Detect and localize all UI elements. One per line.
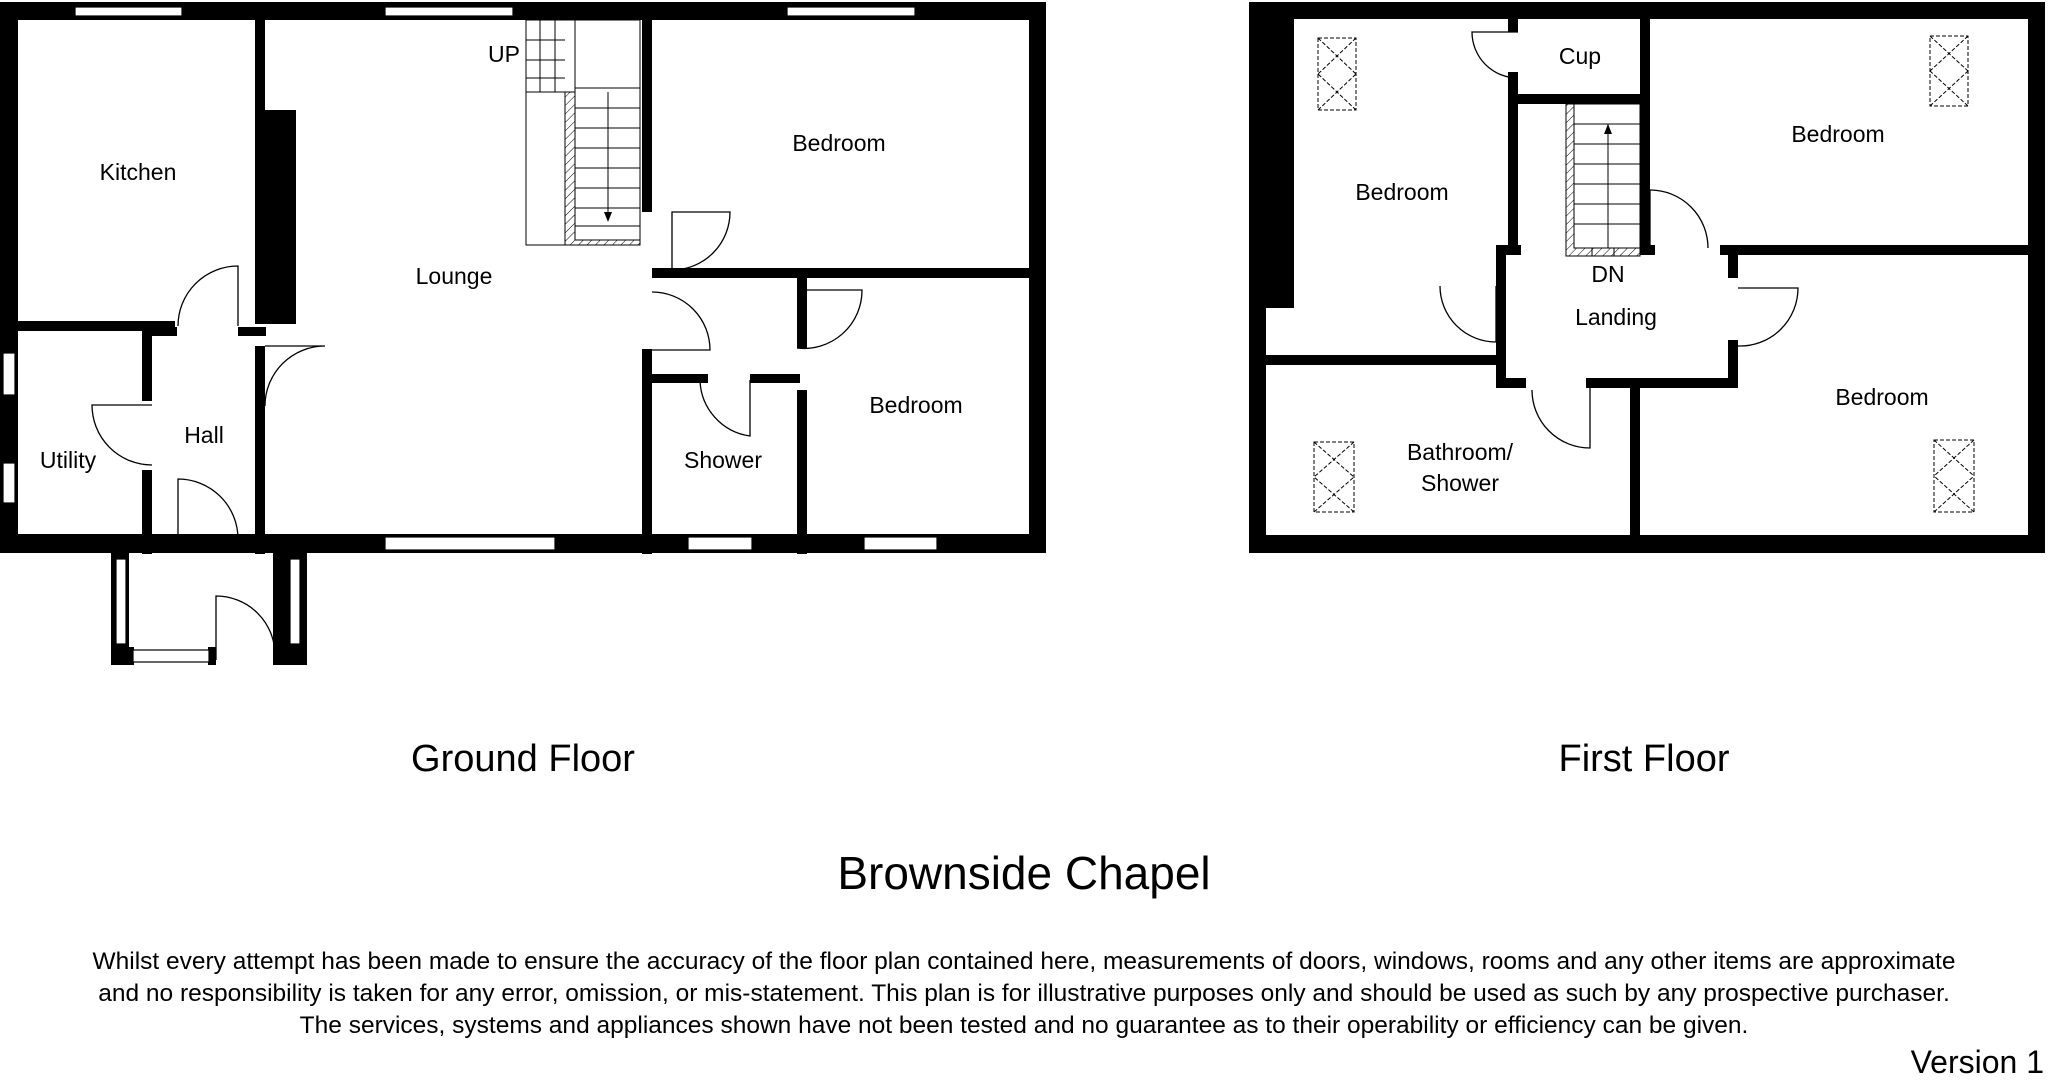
disclaimer bbox=[0, 946, 2048, 1042]
first-floor-plan bbox=[1249, 2, 2045, 780]
disclaimer-line: Whilst every attempt has been made to ensure the accuracy of the floor plan contained here, measurements of doors, windows, rooms and any other items are approximate bbox=[92, 948, 1956, 975]
kitchen-label: Kitchen bbox=[99, 159, 177, 185]
skylight-icon bbox=[1318, 38, 1356, 110]
stairs-down-label: DN bbox=[1591, 261, 1625, 287]
property-title: Brownside Chapel bbox=[837, 847, 1211, 899]
stairs-up-label: UP bbox=[488, 41, 520, 67]
hall-label: Hall bbox=[184, 422, 224, 448]
first-floor-title: First Floor bbox=[1558, 738, 1730, 780]
bedroom-label: Bedroom bbox=[869, 392, 963, 418]
disclaimer-line: and no responsibility is taken for any error, omission, or mis-statement. This plan is for illustrative purposes only and should be used as such by any prospective purchaser. bbox=[98, 980, 1950, 1007]
version-label: Version 1 bbox=[1910, 1044, 2044, 1080]
bedroom-label: Bedroom bbox=[792, 130, 886, 156]
landing-label: Landing bbox=[1575, 304, 1657, 330]
skylight-icon bbox=[1930, 36, 1968, 106]
bedroom-label: Bedroom bbox=[1355, 179, 1449, 205]
cupboard-label: Cup bbox=[1558, 43, 1602, 69]
shower-label: Shower bbox=[684, 447, 762, 473]
ground-floor-plan bbox=[0, 2, 1046, 780]
skylight-icon bbox=[1934, 440, 1974, 512]
bedroom-label: Bedroom bbox=[1835, 384, 1929, 410]
bathroom-label-line2: Shower bbox=[1421, 470, 1499, 496]
ground-floor-title: Ground Floor bbox=[411, 738, 635, 780]
bathroom-label-line1: Bathroom/ bbox=[1406, 439, 1514, 465]
utility-label: Utility bbox=[39, 447, 97, 473]
lounge-label: Lounge bbox=[415, 263, 493, 289]
skylight-icon bbox=[1314, 442, 1354, 512]
bedroom-label: Bedroom bbox=[1791, 121, 1885, 147]
disclaimer-line: The services, systems and appliances shown have not been tested and no guarantee as to their operability or efficiency can be given. bbox=[299, 1012, 1749, 1039]
